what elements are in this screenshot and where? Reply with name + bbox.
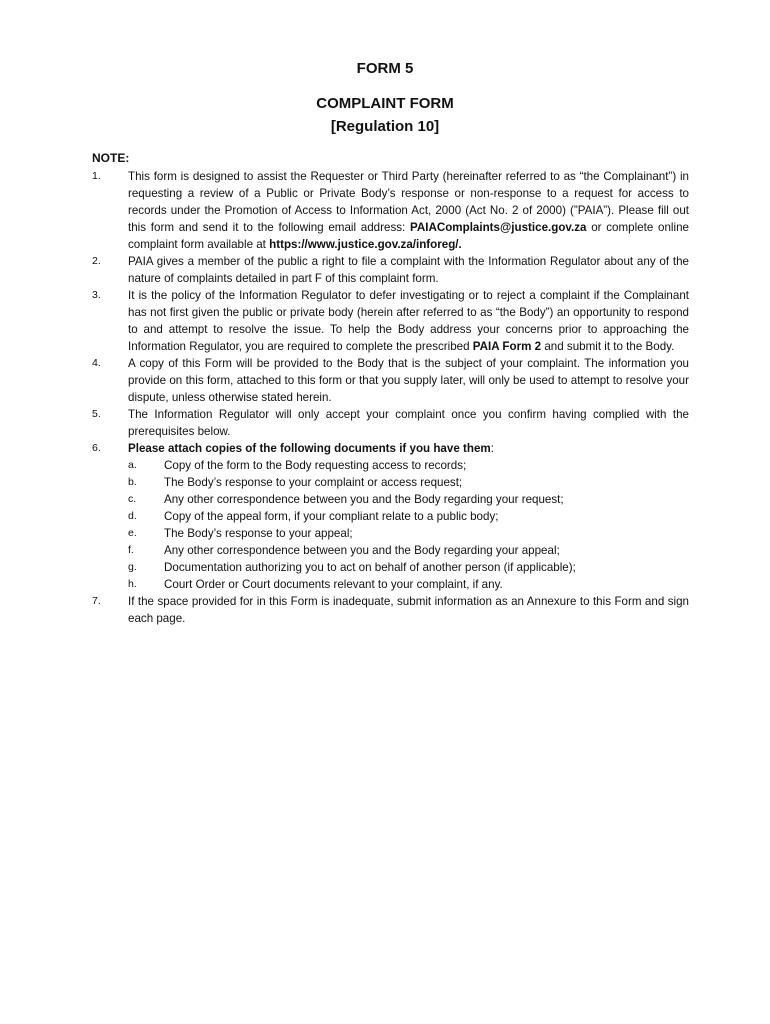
note-text-part: : xyxy=(490,442,494,455)
list-item-letter: e. xyxy=(128,527,137,539)
list-item xyxy=(128,457,689,474)
list-item xyxy=(128,508,689,525)
form-regulation: [Regulation 10] xyxy=(330,118,440,135)
list-item-letter: a. xyxy=(128,459,137,471)
note-text: If the space provided for in this Form is inadequate, submit information as an Annexure to this Form and sign each page. xyxy=(128,595,689,625)
note-heading: NOTE: xyxy=(92,151,130,165)
list-item-text: Any other correspondence between you and the Body regarding your request; xyxy=(164,493,564,506)
note-number: 3. xyxy=(92,289,101,301)
note-number: 2. xyxy=(92,255,101,267)
list-item-text: Copy of the appeal form, if your compliant relate to a public body; xyxy=(164,510,499,523)
list-item-text: Court Order or Court documents relevant to your complaint, if any. xyxy=(164,578,503,591)
note-text: The Information Regulator will only accept your complaint once you confirm having complied with the prerequisites below. xyxy=(128,408,689,438)
list-item xyxy=(128,474,689,491)
note-number: 7. xyxy=(92,595,101,607)
list-item-text: Any other correspondence between you and the Body regarding your appeal; xyxy=(164,544,560,557)
list-item-letter: c. xyxy=(128,493,137,505)
list-item-text: Documentation authorizing you to act on behalf of another person (if applicable); xyxy=(164,561,576,574)
list-item xyxy=(128,542,689,559)
list-item xyxy=(128,559,689,576)
note-item-6 xyxy=(92,440,689,593)
note-text: PAIA gives a member of the public a right to file a complaint with the Information Regulator about any of the nature of complaints detailed in part F of this complaint form. xyxy=(128,255,689,285)
form-number: FORM 5 xyxy=(356,60,414,77)
list-item-text: The Body’s response to your complaint or access request; xyxy=(164,476,463,489)
list-item xyxy=(128,525,689,542)
note-text: A copy of this Form will be provided to the Body that is the subject of your complaint. The information you provide on this form, attached to this form or that you supply later, will only be used to attempt to resolve your dispute, unless otherwise stated herein. xyxy=(128,357,689,404)
inforeg-url-link[interactable]: https://www.justice.gov.za/inforeg/. xyxy=(269,238,462,251)
note-text xyxy=(128,168,689,253)
note-number: 1. xyxy=(92,170,101,182)
paia-form-2-reference: PAIA Form 2 xyxy=(472,340,542,353)
note-text xyxy=(128,287,689,355)
attach-documents-heading: Please attach copies of the following documents if you have them xyxy=(128,442,491,455)
note-text-part: It is the policy of the Information Regulator to defer investigating or to reject a complaint if the Complainant has not first given the public or private body (herein after referred to as “the Body”) an opportunity to respond to and attempt to resolve the issue. To help the Body address your concerns prior to approaching the Information Regulator, you are required to complete the prescribed xyxy=(128,289,689,353)
list-item-letter: d. xyxy=(128,510,137,522)
note-item-5 xyxy=(92,406,689,440)
list-item xyxy=(128,491,689,508)
list-item xyxy=(128,576,689,593)
note-item-2 xyxy=(92,253,689,287)
list-item-letter: g. xyxy=(128,561,137,573)
list-item-letter: h. xyxy=(128,578,137,590)
note-item-3 xyxy=(92,287,689,355)
notes-list xyxy=(92,168,689,627)
note-text-part: and submit it to the Body. xyxy=(544,340,675,353)
complaints-email-link[interactable]: PAIAComplaints@justice.gov.za xyxy=(410,221,587,234)
note-text xyxy=(128,440,689,457)
attach-documents-list xyxy=(128,457,689,593)
list-item-letter: f. xyxy=(128,544,134,556)
note-number: 5. xyxy=(92,408,101,420)
note-text-part: or complete online complaint form available at xyxy=(128,221,689,251)
note-item-1 xyxy=(92,168,689,253)
note-number: 6. xyxy=(92,442,101,454)
list-item-text: The Body’s response to your appeal; xyxy=(164,527,353,540)
note-number: 4. xyxy=(92,357,101,369)
note-item-4 xyxy=(92,355,689,406)
note-text-part: This form is designed to assist the Requester or Third Party (hereinafter referred to as “the Complainant”) in requesting a review of a Public or Private Body’s response or non-response to a request for access to records under the Promotion of Access to Information Act, 2000 (Act No. 2 of 2000) (”PAIA”). Please fill out this form and send it to the following email address: xyxy=(128,170,689,234)
list-item-text: Copy of the form to the Body requesting access to records; xyxy=(164,459,467,472)
list-item-letter: b. xyxy=(128,476,137,488)
form-title: COMPLAINT FORM xyxy=(316,95,454,112)
note-item-7 xyxy=(92,593,689,627)
